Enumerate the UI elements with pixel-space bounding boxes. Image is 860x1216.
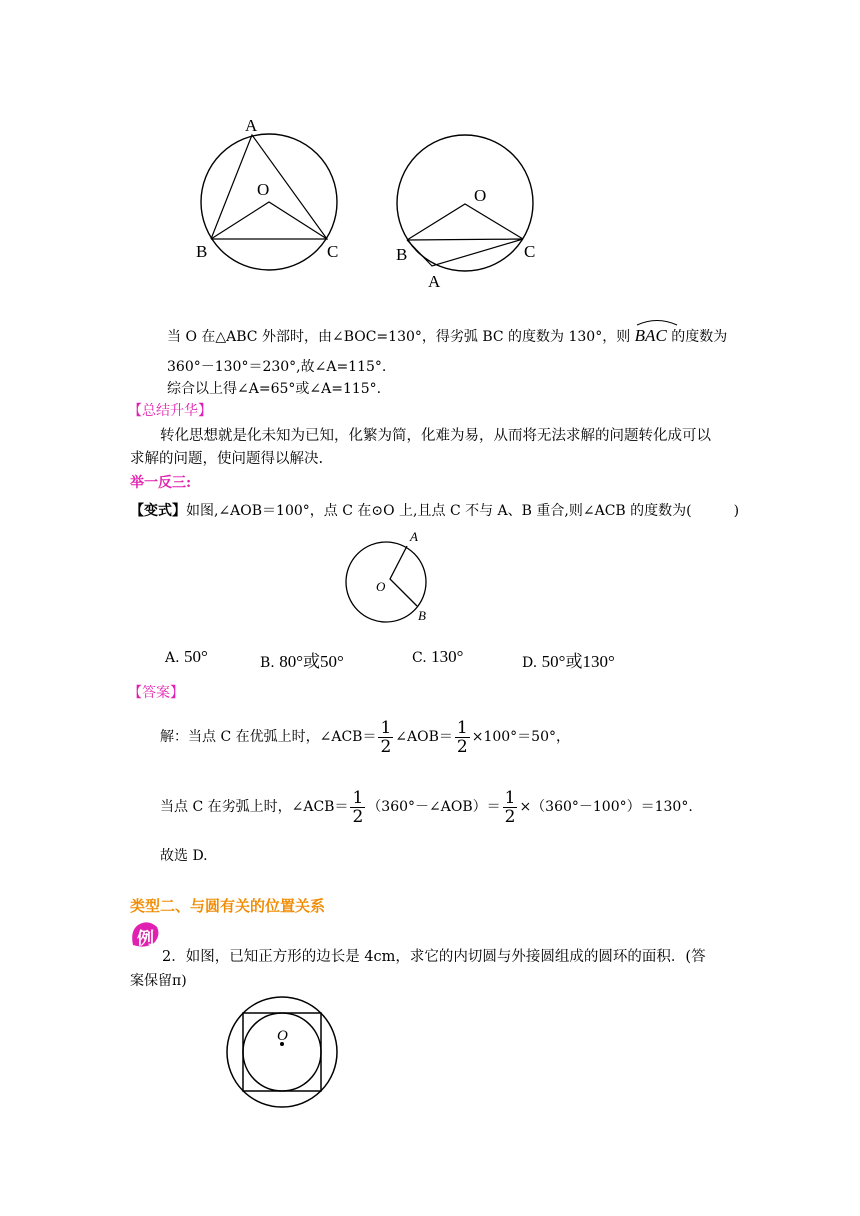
answer-line1-c: ×100°＝50°， [471, 729, 570, 745]
figure-square-circles [220, 990, 345, 1115]
answer-line2 [160, 788, 693, 826]
option-b-value: 80°或50° [279, 652, 344, 671]
answer-line1-a: 解：当点 C 在优弧上时，∠ACB＝ [160, 729, 377, 745]
option-d-letter: D. [522, 655, 538, 671]
answer-line2-b: （360°－∠AOB）＝ [367, 799, 501, 815]
fraction-denominator: 2 [504, 806, 516, 827]
fraction-numerator: 1 [504, 787, 516, 808]
para1-line1 [167, 322, 727, 346]
option-a-value: 50° [184, 647, 208, 666]
left-label-c: C [327, 242, 339, 261]
figure-circle-angle [340, 524, 450, 628]
label-o: O [376, 579, 386, 594]
inscribed-circle [243, 1013, 321, 1091]
right-triangle [407, 239, 523, 266]
right-radii [407, 204, 523, 240]
right-label-b: B [396, 245, 408, 264]
option-c-value: 130° [431, 647, 464, 666]
option-b [260, 647, 344, 672]
option-a [165, 647, 208, 667]
answer-line2-c: ×（360°－100°）＝130°. [519, 799, 693, 815]
section2-question-line1: 2．如图，已知正方形的边长是 4cm，求它的内切圆与外接圆组成的圆环的面积．(答 [162, 949, 706, 965]
left-radii [211, 202, 327, 239]
variant-tag: 【变式】 [130, 503, 186, 519]
fraction-half-2 [455, 719, 470, 756]
center-label-o: O [277, 1028, 288, 1044]
fraction-half-3 [350, 789, 365, 826]
fraction-numerator: 1 [380, 717, 392, 738]
para1-line3: 综合以上得∠A=65°或∠A=115°. [167, 381, 382, 397]
answer-line1 [160, 718, 570, 756]
fraction-half-4 [503, 789, 518, 826]
circle-o [346, 542, 426, 622]
fraction-numerator: 1 [352, 787, 364, 808]
label-a: A [410, 529, 418, 544]
para1-part2: 的度数为 [671, 329, 728, 345]
para1-part1: 当 O 在△ABC 外部时，由∠BOC=130°，得劣弧 BC 的度数为 130°，则 [167, 329, 631, 345]
section2-question-line2: 案保留π) [130, 973, 187, 989]
option-b-letter: B. [260, 655, 275, 671]
example-badge-text: 例 [137, 929, 154, 949]
answer-heading: 【答案】 [128, 685, 184, 701]
arc-bac [635, 322, 667, 346]
left-label-a: A [245, 116, 258, 135]
arc-bac-label: BAC [634, 326, 667, 345]
option-c-letter: C. [412, 650, 427, 666]
fraction-denominator: 2 [456, 736, 468, 757]
answer-line3: 故选 D. [160, 848, 208, 864]
answer-line1-b: ∠AOB＝ [395, 729, 453, 745]
answer-line2-a: 当点 C 在劣弧上时，∠ACB＝ [160, 799, 349, 815]
fraction-half-1 [378, 719, 393, 756]
example-badge [130, 921, 160, 949]
variant-question [130, 500, 739, 520]
option-a-letter: A. [165, 650, 180, 666]
option-d-value: 50°或130° [541, 652, 615, 671]
left-label-o: O [257, 180, 270, 199]
label-b: B [418, 608, 426, 623]
summary-heading: 【总结升华】 [128, 403, 212, 419]
option-c [412, 647, 463, 667]
option-d [522, 647, 615, 672]
fraction-denominator: 2 [380, 736, 392, 757]
para1-line2: 360°－130°＝230°,故∠A=115°. [167, 359, 387, 375]
variant-text: 如图,∠AOB＝100°，点 C 在⊙O 上,且点 C 不与 A、B 重合,则∠ACB 的度数为( ) [186, 503, 740, 519]
right-label-o: O [474, 186, 487, 205]
summary-line1: 转化思想就是化未知为已知，化繁为简，化难为易，从而将无法求解的问题转化成可以 [160, 428, 711, 444]
figure-circles-triangles [190, 105, 550, 295]
right-label-c: C [524, 242, 536, 261]
angle-aob [390, 546, 417, 606]
summary-line2: 求解的问题，使问题得以解决. [130, 451, 324, 467]
right-label-a: A [428, 272, 441, 291]
fraction-numerator: 1 [456, 717, 468, 738]
practice-heading: 举一反三: [130, 475, 192, 491]
fraction-denominator: 2 [352, 806, 364, 827]
left-label-b: B [196, 242, 208, 261]
section2-heading: 类型二、与圆有关的位置关系 [130, 897, 326, 915]
